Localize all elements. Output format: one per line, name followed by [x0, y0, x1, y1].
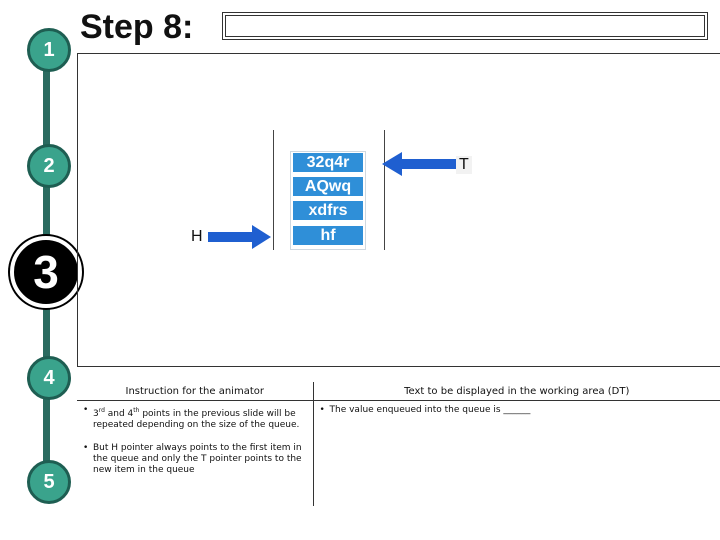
- head-arrow-icon: [208, 224, 272, 250]
- display-text-item: • The value enqueued into the queue is ______: [320, 405, 715, 416]
- queue-left-boundary: [273, 130, 274, 250]
- step-5-button[interactable]: [27, 460, 71, 504]
- step-5-label: 5: [43, 470, 55, 493]
- step-3-label: 3: [33, 246, 59, 298]
- working-area: [77, 53, 720, 367]
- animator-instruction-header: Instruction for the animator: [77, 382, 313, 401]
- queue-item: xdfrs: [292, 200, 364, 221]
- queue-item: 32q4r: [292, 152, 364, 173]
- display-text-header: Text to be displayed in the working area (DT): [313, 382, 720, 401]
- instruction-item: • 3rd and 4th points in the previous slide will be repeated depending on the size of the queue.: [83, 405, 307, 431]
- step-4-label: 4: [43, 366, 55, 389]
- display-text-cell: [313, 401, 720, 507]
- step-1-label: 1: [43, 38, 55, 61]
- head-pointer-label: H: [188, 228, 206, 246]
- queue-item: AQwq: [292, 176, 364, 197]
- title-text-box[interactable]: [222, 12, 708, 40]
- step-2-button[interactable]: [27, 144, 71, 188]
- step-1-button[interactable]: [27, 28, 71, 72]
- page-title: Step 8:: [80, 8, 194, 46]
- step-3-button-current[interactable]: [10, 236, 82, 308]
- instruction-table: [77, 382, 720, 506]
- step-2-label: 2: [43, 154, 55, 177]
- step-4-button[interactable]: [27, 356, 71, 400]
- instruction-item: • But H pointer always points to the first item in the queue and only the T pointer points to the new item in the queue: [83, 443, 307, 476]
- tail-arrow-icon: [380, 150, 460, 178]
- animator-instruction-cell: [77, 401, 313, 507]
- tail-pointer-label: T: [456, 156, 472, 174]
- queue-item: hf: [292, 225, 364, 246]
- queue-right-boundary: [384, 130, 385, 250]
